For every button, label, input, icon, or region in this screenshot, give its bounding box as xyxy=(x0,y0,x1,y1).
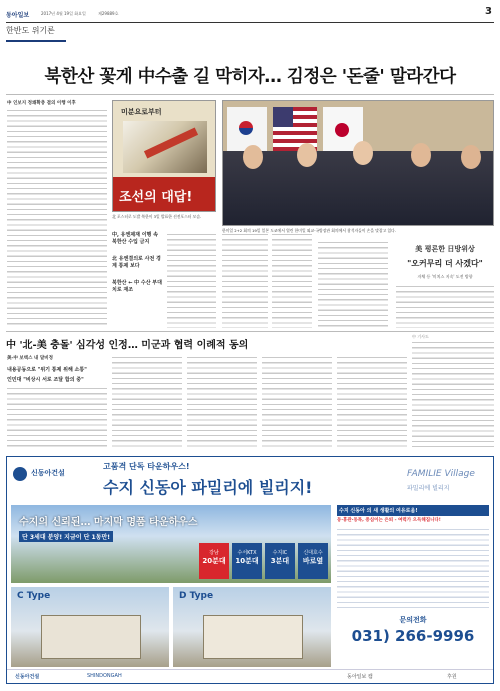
article1-kicker: 中 인보지 정쾌확충 결의 이행 이후 xyxy=(7,101,76,106)
feature-badge xyxy=(265,543,295,579)
article2-kicker2: 中 기사도 xyxy=(412,334,429,339)
feature-badge xyxy=(232,543,262,579)
article2-text-col4 xyxy=(262,355,332,448)
poster-top-text: 미분요로부터 xyxy=(121,108,162,116)
article2-text-col1 xyxy=(7,386,107,448)
type-d-label: D Type xyxy=(179,591,214,601)
ad-header xyxy=(7,457,493,503)
ad-features xyxy=(199,543,331,583)
side-subtitle: 자체 등 '미치스 지속' 도전 방향 xyxy=(417,274,473,279)
side-title: "오커무리 더 사겠다" xyxy=(407,259,483,268)
propaganda-poster xyxy=(112,100,216,212)
paper-name: 동아일보 xyxy=(6,12,30,19)
article1-sub1: 中, 유엔제재 이행 속 북한산 수입 금지 xyxy=(112,232,158,245)
ad-phone: 031) 266-9996 xyxy=(351,627,475,645)
masthead-rule xyxy=(6,22,494,23)
section-label: 한반도 위기론 xyxy=(6,26,55,35)
feature-top: 수서KTX xyxy=(237,550,257,556)
ad-right-title: 수지 신동아 의 새 생활의 여유로움! xyxy=(337,505,489,516)
flag-japan-circle xyxy=(335,123,349,137)
feature-bottom: 20분대 xyxy=(202,557,226,565)
ad-right-panel xyxy=(337,505,489,667)
article2-rule xyxy=(6,331,494,332)
ad-pre-headline: 고품격 단독 타운하우스! xyxy=(103,462,190,471)
article2-text-col3 xyxy=(187,355,257,448)
ad-brand-logo-icon xyxy=(13,467,27,481)
article1-text-col3 xyxy=(222,232,268,328)
feature-bottom: 10분대 xyxy=(235,557,259,565)
poster-caption: 北 포스터로 도발 북한이 3일 발표한 선전포스터 모습. xyxy=(112,214,202,219)
article1-text-col2 xyxy=(167,232,216,328)
side-text-right xyxy=(396,284,494,328)
headline-rule xyxy=(6,94,494,95)
article2-headline: 中 '北-美 충돌' 심각성 인정… 미군과 협력 이례적 동의 xyxy=(6,340,249,351)
poster-bottom-text: 조선의 대답! xyxy=(119,190,193,205)
photo-caption: 한미일 2+2 회의 19일 일본 도쿄에서 열린 한미일 외교·국방장관 회의에서 참석자들이 손을 맞잡고 있다. xyxy=(222,228,396,233)
issue-date: 2017년 4월 19일 화요일 xyxy=(41,11,86,16)
ad-tagline: 수지의 신뢰된… 마지막 명품 타운하우스 xyxy=(19,517,198,528)
ad-type-d xyxy=(173,587,331,667)
official-face-4 xyxy=(411,143,431,167)
ad-contact-label: 문의전화 xyxy=(399,616,427,624)
side-title-small: 美 평론한 日방위상 xyxy=(415,245,475,253)
feature-badge xyxy=(199,543,229,579)
official-face-5 xyxy=(461,145,481,169)
article1-sub2: 北 유엔결의로 사전 경계 통제 보다 xyxy=(112,256,161,269)
feature-top: 수지IC xyxy=(272,550,288,556)
footer-brand: 신동아건설 xyxy=(15,674,40,680)
section-underline xyxy=(6,40,66,42)
ad-right-text xyxy=(337,527,489,609)
ad-brand: 신동아건설 xyxy=(31,469,65,477)
article2-text-col5 xyxy=(337,355,407,448)
ad-right-sub: 동·휴관·동목, 중심이는 은퇴 - 여력가 으득해집니다! xyxy=(337,518,441,523)
feature-bottom: 3분대 xyxy=(270,557,290,565)
article2-sub1: 내용공동으로 "위기 통제 위해 소통" xyxy=(7,367,87,373)
article2-text-col2 xyxy=(112,355,182,448)
ministers-photo xyxy=(222,100,494,226)
feature-top: 신대호수 xyxy=(303,550,323,556)
article1-text-col4 xyxy=(272,232,312,328)
article2-text-col6 xyxy=(412,340,494,448)
ad-block xyxy=(6,456,494,684)
article2-kicker1: 美-中 보텍스 내 달비정 xyxy=(7,356,53,361)
footer-brand: 동아일보 캠 xyxy=(347,674,373,680)
feature-bottom: 바로옆 xyxy=(302,557,324,565)
type-c-house xyxy=(41,615,141,659)
footer-brand: 후원 xyxy=(447,674,457,680)
ad-type-c xyxy=(11,587,169,667)
official-face-3 xyxy=(353,141,373,165)
article1-sub3: 북한산 ← 中 수산 부대치로 재조 xyxy=(112,280,162,293)
page-number: 3 xyxy=(485,6,492,17)
ad-sub-tagline: 단 3세대 분양! 지금이 단 1동만! xyxy=(19,531,113,542)
issue-number: 제29889호 xyxy=(98,11,119,16)
side-text-left xyxy=(318,240,388,328)
flag-korea-emblem xyxy=(239,121,253,135)
ad-footer xyxy=(7,669,493,683)
type-d-house xyxy=(203,615,303,659)
flag-usa-canton xyxy=(273,107,293,127)
footer-brand: SHINDONGAH xyxy=(87,673,122,679)
feature-badge xyxy=(298,543,328,579)
official-face-1 xyxy=(243,145,263,169)
ad-headline: 수지 신동아 파밀리에 빌리지! xyxy=(103,478,313,497)
main-headline: 북한산 꽃게 中수출 길 막히자… 김정은 '돈줄' 말라간다 xyxy=(44,67,456,87)
ad-logo: 파밀리에 빌리지 xyxy=(407,485,450,492)
ad-village-en: FAMILIE Village xyxy=(407,469,475,479)
article1-text-col1 xyxy=(7,108,107,328)
official-face-2 xyxy=(297,143,317,167)
article2-sub2: 인민대 "비상시 서로 조달 합의 중" xyxy=(7,377,84,383)
feature-top: 강남 xyxy=(209,550,219,556)
type-c-label: C Type xyxy=(17,591,51,601)
